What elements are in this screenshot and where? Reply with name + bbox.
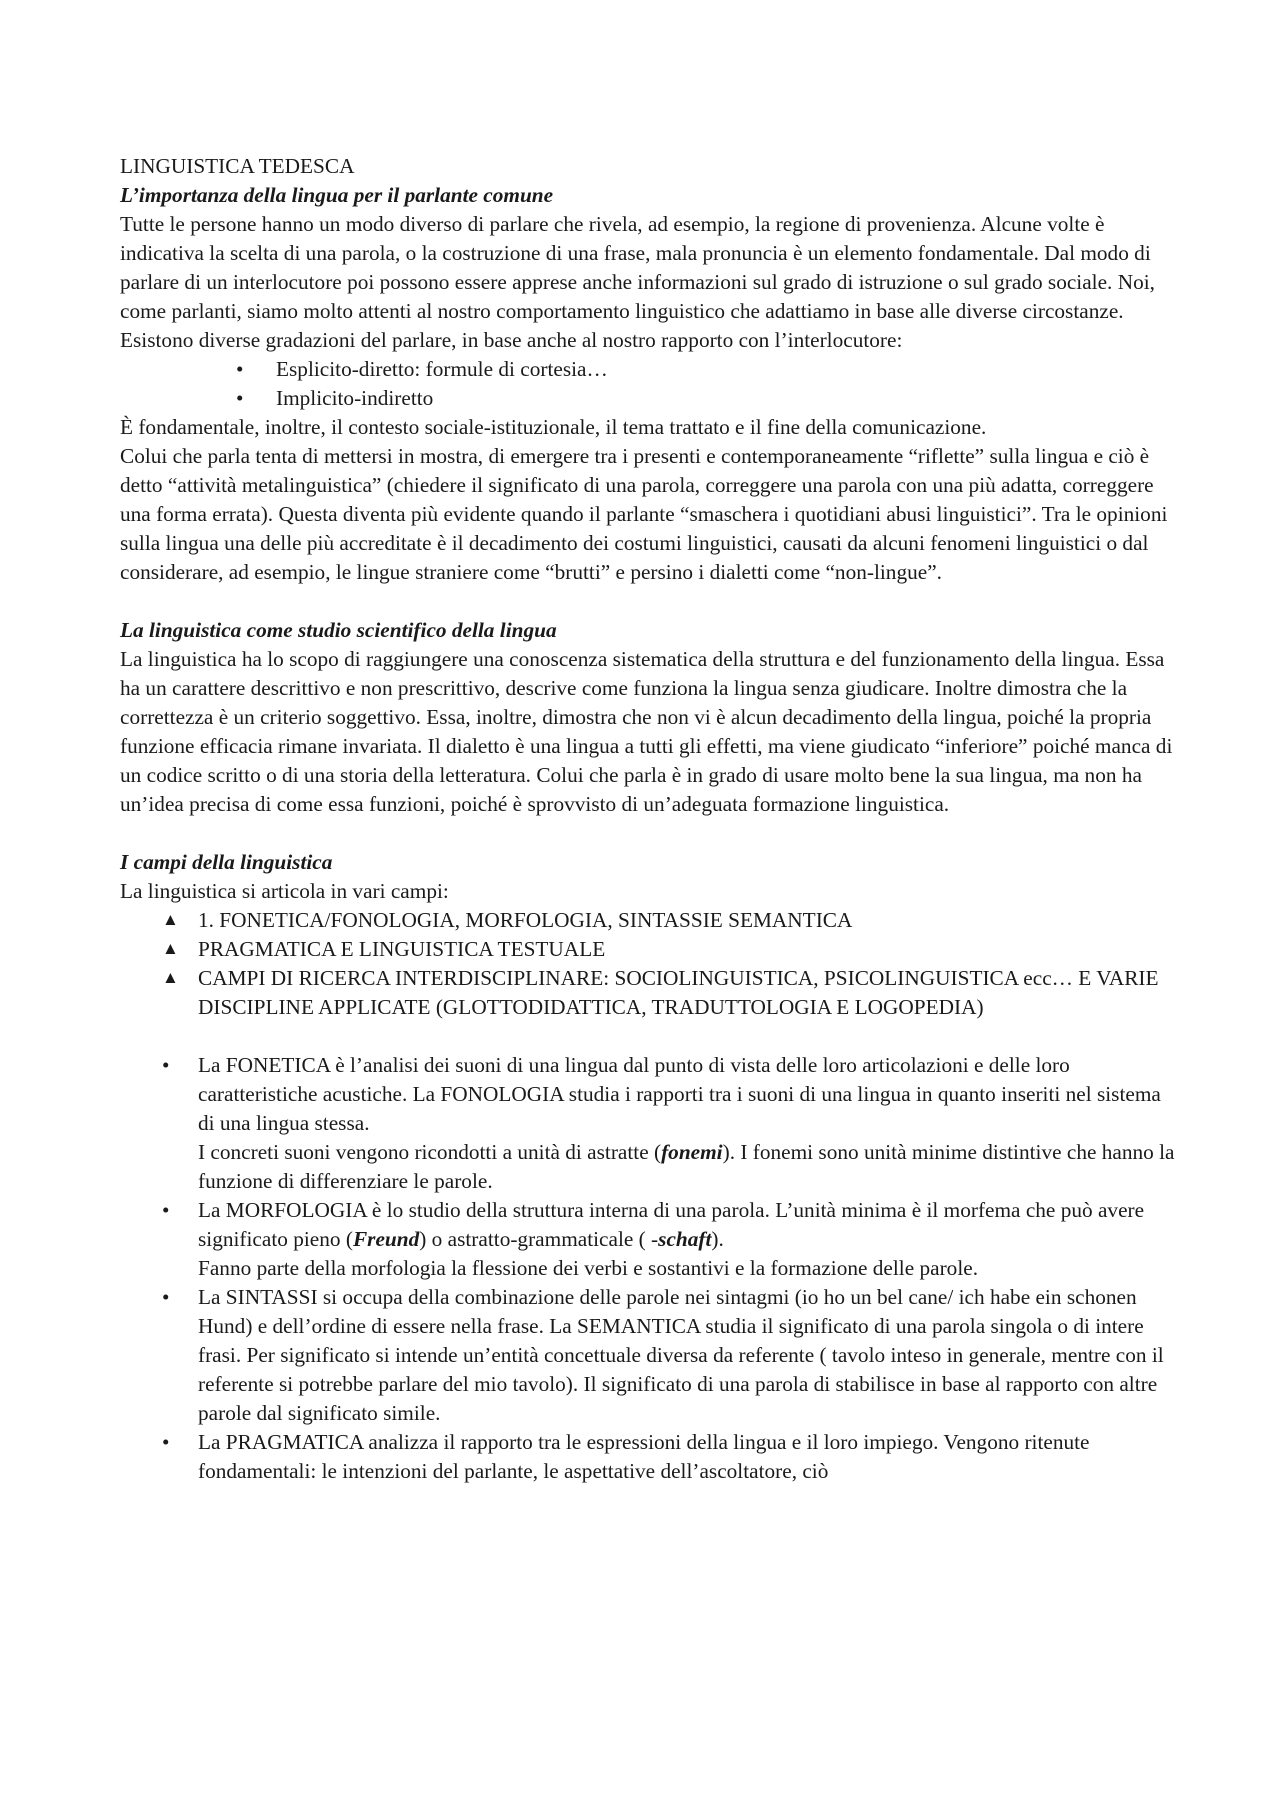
- list-item: ▲ PRAGMATICA E LINGUISTICA TESTUALE: [120, 935, 1180, 964]
- bullet-icon: •: [162, 1053, 170, 1077]
- spacer: [120, 1022, 1180, 1051]
- spacer: [120, 819, 1180, 848]
- section-heading-campi: I campi della linguistica: [120, 850, 333, 874]
- triangle-bullet-icon: ▲: [162, 939, 179, 958]
- paragraph: La linguistica si articola in vari campi:: [120, 879, 449, 903]
- triangle-bullet-icon: ▲: [162, 968, 179, 987]
- term-fonemi: fonemi: [661, 1140, 723, 1164]
- list-item: ▲ CAMPI DI RICERCA INTERDISCIPLINARE: SOCIOLINGUISTICA, PSICOLINGUISTICA ecc… E VARIE DISCIPLINE APPLICATE (GLOTTODIDATTICA, TRADUTTOLOGIA E LOGOPEDIA): [120, 964, 1180, 1022]
- list-item: ▲ 1. FONETICA/FONOLOGIA, MORFOLOGIA, SINTASSIE SEMANTICA: [120, 906, 1180, 935]
- list-item: • Implicito-indiretto: [120, 384, 1180, 413]
- term-schaft: schaft: [658, 1227, 712, 1251]
- section-heading-importanza: L’importanza della lingua per il parlante comune: [120, 183, 554, 207]
- list-item: • La SINTASSI si occupa della combinazione delle parole nei sintagmi (io ho un bel cane/ ich habe ein schonen Hund) e dell’ordine di essere nella frase. La SEMANTICA studia il significato di una parola singola o di intere frasi. Per significato si intende un’entità concettuale diversa da referente ( tavolo inteso in generale, mentre con il referente si potrebbe parlare del mio tavolo). Il significato di una parola di stabilisce in base al rapporto con altre parole dal significato simile.: [162, 1285, 1164, 1425]
- campi-list: [120, 906, 1180, 1022]
- campi-description-list: [120, 1051, 1180, 1486]
- section-heading-studio-scientifico: La linguistica come studio scientifico della lingua: [120, 618, 557, 642]
- term-freund: Freund: [352, 1227, 420, 1251]
- bullet-icon: •: [236, 357, 244, 381]
- paragraph: Tutte le persone hanno un modo diverso di parlare che rivela, ad esempio, la regione di provenienza. Alcune volte è indicativa la scelta di una parola, o la costruzione di una frase, mala pronuncia è un elemento fondamentale. Dal modo di parlare di un interlocutore poi possono essere apprese anche informazioni sul grado di istruzione o sul grado sociale. Noi, come parlanti, siamo molto attenti al nostro comportamento linguistico che adattiamo in base alle diverse circostanze. Esistono diverse gradazioni del parlare, in base anche al nostro rapporto con l’interlocutore:: [120, 212, 1155, 352]
- list-item: • La PRAGMATICA analizza il rapporto tra le espressioni della lingua e il loro impiego. Vengono ritenute fondamentali: le intenzioni del parlante, le aspettative dell’ascoltatore, ciò: [162, 1430, 1090, 1483]
- bullet-icon: •: [162, 1285, 170, 1309]
- paragraph: La linguistica ha lo scopo di raggiungere una conoscenza sistematica della struttura e del funzionamento della lingua. Essa ha un carattere descrittivo e non prescrittivo, descrive come funziona la lingua senza giudicare. Inoltre dimostra che la correttezza è un criterio soggettivo. Essa, inoltre, dimostra che non vi è alcun decadimento della lingua, poiché la propria funzione efficacia rimane invariata. Il dialetto è una lingua a tutti gli effetti, ma viene giudicato “inferiore” poiché manca di un codice scritto o di una storia della letteratura. Colui che parla è in grado di usare molto bene la sua lingua, ma non ha un’idea precisa di come essa funzioni, poiché è sprovvisto di un’adeguata formazione linguistica.: [120, 647, 1173, 816]
- document-title: LINGUISTICA TEDESCA: [120, 154, 355, 178]
- bullet-icon: •: [162, 1198, 170, 1222]
- triangle-bullet-icon: ▲: [162, 910, 179, 929]
- gradazioni-list: [120, 355, 1180, 413]
- paragraph: Colui che parla tenta di mettersi in mostra, di emergere tra i presenti e contemporaneamente “riflette” sulla lingua e ciò è detto “attività metalinguistica” (chiedere il significato di una parola, correggere una parola con una più adatta, correggere una forma errata). Questa diventa più evidente quando il parlante “smaschera i quotidiani abusi linguistici”. Tra le opinioni sulla lingua una delle più accreditate è il decadimento dei costumi linguistici, causati da alcuni fenomeni linguistici o dal considerare, ad esempio, le lingue straniere come “brutti” e persino i dialetti come “non-lingue”.: [120, 444, 1168, 584]
- list-item: • La FONETICA è l’analisi dei suoni di una lingua dal punto di vista delle loro articolazioni e delle loro caratteristiche acustiche. La FONOLOGIA studia i rapporti tra i suoni di una lingua in quanto inseriti nel sistema di una lingua stessa. I concreti suoni vengono ricondotti a unità di astratte (fonemi). I fonemi sono unità minime distintive che hanno la funzione di differenziare le parole.: [162, 1053, 1175, 1193]
- paragraph: È fondamentale, inoltre, il contesto sociale-istituzionale, il tema trattato e il fine della comunicazione.: [120, 415, 987, 439]
- list-item: • Esplicito-diretto: formule di cortesia…: [120, 355, 1180, 384]
- list-item: • La MORFOLOGIA è lo studio della struttura interna di una parola. L’unità minima è il morfema che può avere significato pieno (Freund) o astratto-grammaticale ( -schaft). Fanno parte della morfologia la flessione dei verbi e sostantivi e la formazione delle parole.: [162, 1198, 1145, 1280]
- spacer: [120, 587, 1180, 616]
- bullet-icon: •: [236, 386, 244, 410]
- document-page: [120, 152, 1180, 1486]
- bullet-icon: •: [162, 1430, 170, 1454]
